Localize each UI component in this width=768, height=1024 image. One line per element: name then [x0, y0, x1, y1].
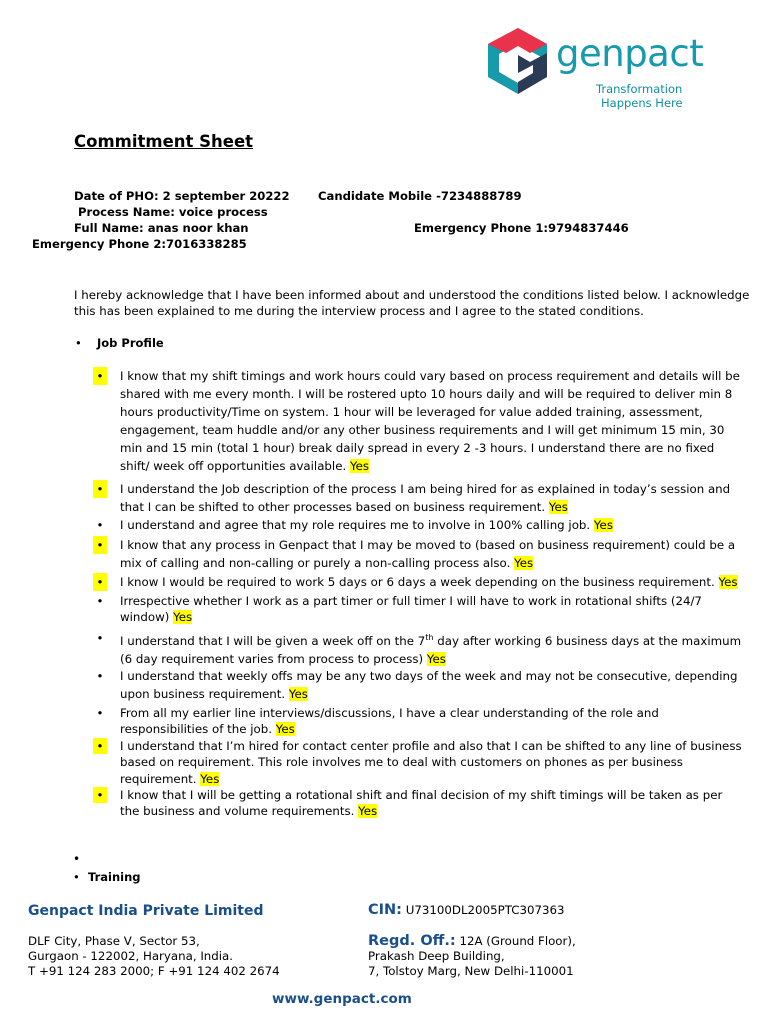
footer-address-line: Gurgaon - 122002, Haryana, India. — [28, 949, 234, 963]
logo-wordmark: genpact — [556, 32, 704, 75]
section-training-label: Training — [88, 870, 141, 884]
candidate-mobile: Candidate Mobile -7234888789 — [318, 189, 522, 203]
logo-tagline-1: Transformation — [596, 82, 683, 96]
regd-line: 12A (Ground Floor), — [455, 934, 576, 948]
bullet-icon: • — [93, 367, 107, 385]
commitment-item — [96, 738, 745, 787]
bullet-icon: • — [93, 573, 107, 591]
full-name: Full Name: anas noor khan — [74, 221, 249, 235]
bullet-icon: • — [93, 480, 107, 498]
item-text: From all my earlier line interviews/discussions, I have a clear understanding of the role and responsibilities of the job. — [120, 706, 659, 737]
yes-answer: Yes — [288, 687, 308, 701]
regd-line: 7, Tolstoy Marg, New Delhi-110001 — [368, 964, 574, 978]
commitment-item — [96, 516, 745, 534]
process-name: Process Name: voice process — [78, 205, 268, 219]
commitment-item — [96, 480, 745, 516]
item-text: I understand that weekly offs may be any two days of the week and may not be consecutive, depending upon business requirement. — [120, 669, 738, 701]
commitment-item — [96, 787, 745, 820]
regd-line: Prakash Deep Building, — [368, 949, 505, 963]
footer-website-link[interactable]: www.genpact.com — [272, 991, 412, 1007]
bullet-icon: • — [75, 336, 82, 350]
yes-answer: Yes — [593, 518, 613, 532]
commitment-item — [96, 629, 745, 668]
item-superscript: th — [425, 633, 434, 642]
item-text: I know that my shift timings and work hours could vary based on process requirement and details will be shared with me every month. I will be rostered upto 10 hours daily and will be required to deliver min 8 hours productivity/Time on system. 1 hour will be leveraged for value added training, assessment, engagement, team huddle and/or any other business requirements and I will get minimum 15 min, 30 min and 15 min (total 1 hour) break daily spread in every 2 -3 hours. I understand there are no fixed shift/ week off opportunities available. — [120, 369, 740, 473]
yes-answer: Yes — [718, 575, 738, 589]
item-text: I know that I will be getting a rotational shift and final decision of my shift timings will be taken as per the business and volume requirements. — [120, 788, 723, 819]
item-text: I understand the Job description of the process I am being hired for as explained in today’s session and that I can be shifted to other processes based on business requirement. — [120, 482, 731, 514]
bullet-icon: • — [93, 787, 107, 803]
bullet-icon: • — [96, 706, 104, 720]
section-job-profile-label: Job Profile — [97, 336, 164, 350]
cin-value: U73100DL2005PTC307363 — [401, 903, 565, 917]
genpact-logo-icon — [485, 25, 551, 95]
bullet-icon: • — [73, 870, 80, 884]
bullet-icon: • — [96, 669, 104, 683]
commitment-item — [96, 367, 745, 475]
commitment-item — [96, 667, 745, 703]
yes-answer: Yes — [358, 804, 378, 819]
bullet-icon: • — [96, 518, 104, 532]
bullet-icon: • — [96, 594, 104, 608]
item-text: I know that any process in Genpact that I may be moved to (based on business requirement) could be a mix of calling and non-calling or purely a non-calling process also. — [120, 538, 736, 570]
yes-answer: Yes — [548, 500, 568, 514]
yes-answer: Yes — [514, 556, 534, 570]
yes-answer: Yes — [173, 610, 193, 625]
item-text: Irrespective whether I work as a part timer or full timer I will have to work in rotational shifts (24/7 window) — [120, 594, 702, 625]
empty-bullet-icon: • — [73, 852, 81, 866]
section-training — [73, 870, 141, 884]
footer-cin — [368, 902, 564, 918]
commitment-item — [96, 536, 745, 572]
footer-phone-line: T +91 124 283 2000; F +91 124 402 2674 — [28, 964, 280, 978]
bullet-icon: • — [96, 631, 104, 645]
regd-label: Regd. Off.: — [368, 933, 456, 949]
emergency-phone-2: Emergency Phone 2:7016338285 — [32, 237, 247, 251]
bullet-icon: • — [93, 536, 107, 554]
yes-answer: Yes — [275, 722, 295, 737]
item-text: I know I would be required to work 5 days or 6 days a week depending on the business requirement. — [120, 575, 719, 589]
date-of-pho: Date of PHO: 2 september 20222 — [74, 189, 290, 203]
item-text: I understand and agree that my role requires me to involve in 100% calling job. — [120, 518, 594, 532]
yes-answer: Yes — [349, 459, 370, 473]
commitment-item — [96, 593, 745, 626]
bullet-icon: • — [93, 738, 107, 754]
commitment-item — [96, 573, 745, 591]
footer-company-name: Genpact India Private Limited — [28, 903, 264, 919]
emergency-phone-1: Emergency Phone 1:9794837446 — [414, 221, 629, 235]
item-text: I understand that I will be given a week off on the 7 — [120, 633, 426, 648]
item-text: day after working 6 business days at the maximum (6 day requirement varies from process to process) — [120, 633, 742, 666]
yes-answer: Yes — [426, 651, 446, 666]
genpact-logo — [478, 22, 708, 112]
yes-answer: Yes — [200, 771, 220, 786]
footer-address-line: DLF City, Phase V, Sector 53, — [28, 934, 200, 948]
item-text: I understand that I’m hired for contact center profile and also that I can be shifted to any line of business based on requirement. This role involves me to deal with customers on phones as per business requirement. — [120, 739, 742, 786]
section-job-profile — [75, 336, 164, 350]
commitment-item — [96, 705, 745, 738]
cin-label: CIN: — [368, 902, 402, 918]
page-title: Commitment Sheet — [74, 132, 254, 151]
acknowledgement-paragraph: I hereby acknowledge that I have been informed about and understood the conditions listed below. I acknowledge this has been explained to me during the interview process and I agree to the stated conditions. — [74, 288, 750, 318]
logo-tagline-2: Happens Here — [601, 96, 683, 110]
footer-registered-office — [368, 934, 576, 979]
footer-address — [28, 934, 280, 979]
